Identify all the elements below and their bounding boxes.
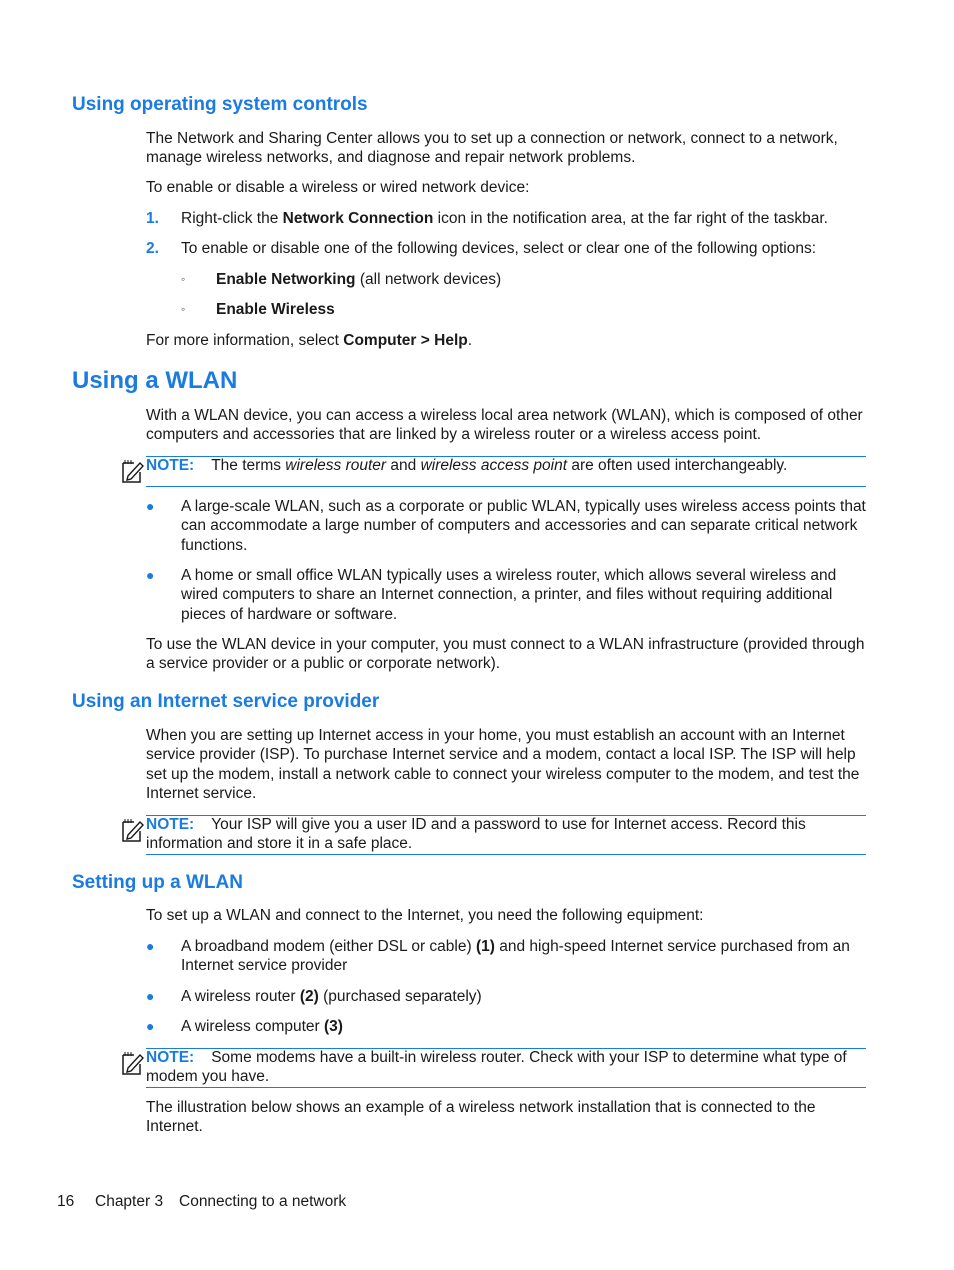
section-heading-isp: Using an Internet service provider [72, 691, 380, 712]
note-text: NOTE: Your ISP will give you a user ID and a password to use for Internet access. Record this information and store it in a safe place. [146, 816, 806, 853]
paragraph: To set up a WLAN and connect to the Internet, you need the following equipment: [146, 907, 704, 924]
list-item: A large-scale WLAN, such as a corporate or public WLAN, typically uses wireless access points that can accommodate a large number of computers and accessories and can separate critical network functions. [181, 498, 866, 554]
step-text: To enable or disable one of the following devices, select or clear one of the following options: [181, 240, 817, 257]
note-icon [119, 458, 145, 484]
step-text: Right-click the Network Connection icon in the notification area, at the far right of the taskbar. [181, 210, 828, 227]
list-item: A wireless computer (3) [181, 1018, 343, 1035]
paragraph: To use the WLAN device in your computer, you must connect to a WLAN infrastructure (provided through a service provider or a public or corporate network). [146, 636, 865, 673]
note-rule-bottom [146, 854, 866, 855]
option-item: Enable Wireless [216, 301, 335, 318]
step-number: 2. [146, 240, 159, 257]
bullet-marker: ● [146, 988, 155, 1004]
section-heading-os-controls: Using operating system controls [72, 94, 368, 115]
paragraph: The illustration below shows an example of a wireless network installation that is connected to the Internet. [146, 1099, 816, 1136]
note-rule-bottom [146, 1087, 866, 1088]
footer-chapter: Chapter 3 [95, 1193, 164, 1210]
list-item: A broadband modem (either DSL or cable) (1) and high-speed Internet service purchased from an Internet service provider [181, 938, 850, 975]
note-text: NOTE: The terms wireless router and wireless access point are often used interchangeably. [146, 457, 788, 474]
step-number: 1. [146, 210, 159, 227]
paragraph: The Network and Sharing Center allows you to set up a connection or network, connect to a network, manage wireless networks, and diagnose and repair network problems. [146, 130, 838, 167]
page-number: 16 [57, 1193, 75, 1210]
list-item: A home or small office WLAN typically uses a wireless router, which allows several wireless and wired computers to share an Internet connection, a printer, and files without requiring additional pieces of hardware or software. [181, 567, 837, 623]
bullet-marker: ● [146, 567, 155, 583]
bullet-marker: ● [146, 498, 155, 514]
paragraph: To enable or disable a wireless or wired network device: [146, 179, 530, 196]
paragraph: When you are setting up Internet access in your home, you must establish an account with an Internet service provider (ISP). To purchase Internet service and a modem, contact a local ISP. The ISP will help set up the modem, install a network cable to connect your wireless computer to the modem, and test the Internet service. [146, 727, 860, 802]
footer-chapter-title: Connecting to a network [179, 1193, 347, 1210]
option-item: Enable Networking (all network devices) [216, 271, 502, 288]
section-heading-wlan: Using a WLAN [72, 367, 238, 394]
note-rule-bottom [146, 486, 866, 487]
bullet-marker: ● [146, 938, 155, 954]
bullet-marker: ● [146, 1018, 155, 1034]
sub-bullet-marker: ◦ [181, 302, 186, 316]
list-item: A wireless router (2) (purchased separately) [181, 988, 482, 1005]
paragraph: For more information, select Computer > Help. [146, 332, 473, 349]
note-text: NOTE: Some modems have a built-in wireless router. Check with your ISP to determine what type of modem you have. [146, 1049, 847, 1086]
note-icon [119, 817, 145, 843]
paragraph: With a WLAN device, you can access a wireless local area network (WLAN), which is composed of other computers and accessories that are linked by a wireless router or a wireless access point. [146, 407, 863, 444]
sub-bullet-marker: ◦ [181, 272, 186, 286]
note-icon [119, 1050, 145, 1076]
section-heading-setup-wlan: Setting up a WLAN [72, 872, 243, 893]
